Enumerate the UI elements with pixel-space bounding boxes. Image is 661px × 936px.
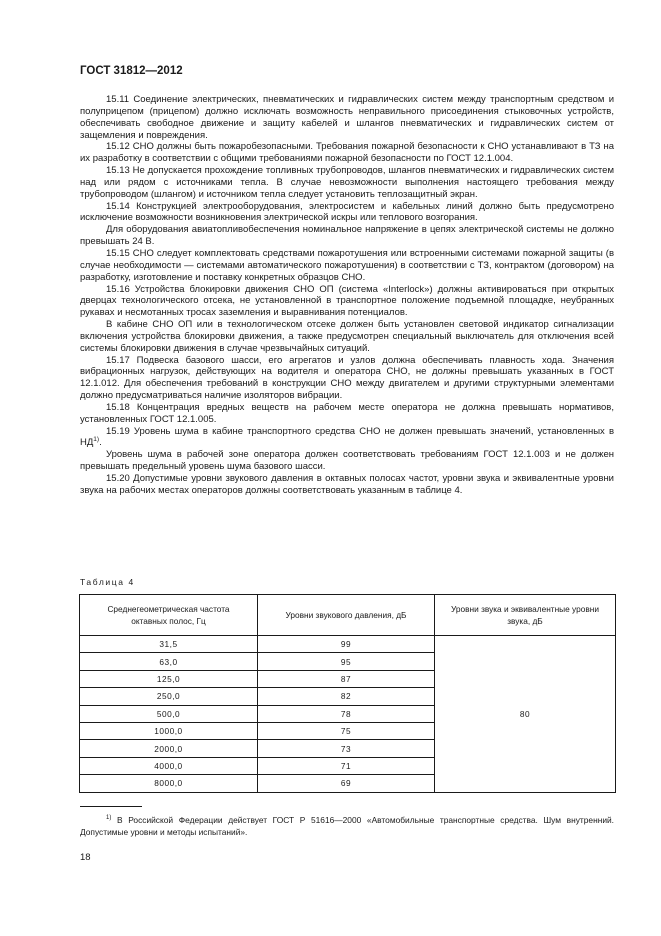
footnote-reference[interactable]: 1) (93, 436, 100, 444)
page-number: 18 (80, 852, 91, 863)
header-sound-pressure: Уровни звукового давления, дБ (258, 595, 435, 636)
footnote-marker: 1) (106, 815, 112, 822)
paragraph-15-15: 15.15 СНО следует комплектовать средствами пожаротушения или встроенными системами пожарной защиты (в случае необходимости — системами автоматического пожаротушения) в соответствии с ТЗ, контрактом (договором) на разработку, изготовление и поставку конкретных образцов СНО. (80, 247, 614, 283)
sound-pressure-cell: 87 (258, 670, 435, 687)
sound-pressure-cell: 73 (258, 740, 435, 757)
header-frequency: Среднегеометрическая частота октавных полос, Гц (80, 595, 258, 636)
table-row (80, 636, 616, 653)
frequency-cell: 63,0 (80, 653, 258, 670)
frequency-cell: 31,5 (80, 636, 258, 653)
paragraph-15-14: 15.14 Конструкцией электрооборудования, электросистем и кабельных линий должно быть предусмотрено исключение возможности возникновения электрической искры или теплового возгорания. (80, 200, 614, 224)
table-caption: Таблица 4 (80, 577, 135, 587)
sound-pressure-cell: 69 (258, 775, 435, 792)
sound-pressure-cell: 99 (258, 636, 435, 653)
paragraph-15-11: 15.11 Соединение электрических, пневматических и гидравлических систем между транспортным средством и полуприцепом (прицепом) должно исключать возможность неправильного присоединения стыковочных устройств, обеспечивать свободное движение и защиту кабелей и шлангов пневматических и гидравлических систем от защемления и повреждения. (80, 94, 614, 141)
paragraph-noise-zone: Уровень шума в рабочей зоне оператора должен соответствовать требованиям ГОСТ 12.1.003 и не должен превышать предельный уровень шума базового шасси. (80, 449, 614, 473)
document-header: ГОСТ 31812—2012 (80, 65, 183, 77)
frequency-cell: 4000,0 (80, 757, 258, 774)
frequency-cell: 1000,0 (80, 722, 258, 739)
paragraph-15-17: 15.17 Подвеска базового шасси, его агрегатов и узлов должна обеспечивать плавность хода. Значения вибрационных нагрузок, действующих на водителя и оператора СНО, не должны превышать указанных в ГОСТ 12.1.012. Для обеспечения требований в конструкции СНО между двигателем и другими структурными элементами должно предусматриваться наличие изоляторов вибрации. (80, 354, 614, 402)
paragraph-15-13: 15.13 Не допускается прохождение топливных трубопроводов, шлангов пневматических и гидравлических систем над или рядом с источниками тепла. В случае невозможности выполнения настоящего требования между трубопроводом (шлангом) и источником тепла следует установить теплозащитный экран. (80, 165, 614, 200)
frequency-cell: 125,0 (80, 670, 258, 687)
frequency-cell: 500,0 (80, 705, 258, 722)
paragraph-indicator: В кабине СНО ОП или в технологическом отсеке должен быть установлен световой индикатор сигнализации включения устройства блокировки движения, а также предусмотрен специальный выключатель для отключения всей системы блокировки движения в случае чрезвычайных ситуаций. (80, 319, 614, 354)
frequency-cell: 8000,0 (80, 775, 258, 792)
paragraph-15-12: 15.12 СНО должны быть пожаробезопасными. Требования пожарной безопасности к СНО устанавливают в ТЗ на их разработку в соответствии с общими требованиями пожарной безопасности по ГОСТ 12.1.004. (80, 141, 614, 165)
sound-pressure-cell: 71 (258, 757, 435, 774)
paragraph-15-18: 15.18 Концентрация вредных веществ на рабочем месте оператора не должна превышать нормативов, установленных ГОСТ 12.1.005. (80, 401, 614, 425)
paragraph-15-20: 15.20 Допустимые уровни звукового давления в октавных полосах частот, уровни звука и эквивалентные уровни звука на рабочих местах операторов должны соответствовать указанным в таблице 4. (80, 473, 614, 496)
body-text (80, 94, 614, 497)
paragraph-15-16: 15.16 Устройства блокировки движения СНО ОП (система «Interlock») должны активироваться при открытых дверцах технологического отсека, не установленной в транспортное положение подъемной площадке, неубранных рукавах и несмотанных тросах заземления и выравнивания потенциалов. (80, 283, 614, 319)
footnote-divider (80, 806, 142, 807)
table-header-row (80, 595, 616, 636)
sound-pressure-cell: 82 (258, 688, 435, 705)
sound-pressure-cell: 95 (258, 653, 435, 670)
footnote (80, 814, 614, 838)
frequency-cell: 2000,0 (80, 740, 258, 757)
equivalent-level-cell: 80 (435, 636, 616, 793)
frequency-cell: 250,0 (80, 688, 258, 705)
footnote-text: В Российской Федерации действует ГОСТ Р 51616—2000 «Автомобильные транспортные средства. Шум внутренний. Допустимые уровни и методы испытаний». (80, 815, 614, 837)
paragraph-voltage: Для оборудования авиатопливобеспечения номинальное напряжение в цепях электрической системы не должно превышать 24 В. (80, 224, 614, 248)
paragraph-15-19: 15.19 Уровень шума в кабине транспортного средства СНО не должен превышать значений, установленных в НД$^{1)}$. (80, 425, 614, 449)
sound-pressure-cell: 75 (258, 722, 435, 739)
header-equivalent-level: Уровни звука и эквивалентные уровни звука, дБ (435, 595, 616, 636)
noise-level-table (79, 594, 616, 793)
sound-pressure-cell: 78 (258, 705, 435, 722)
paragraph-15-19-text: 15.19 Уровень шума в кабине транспортного средства СНО не должен превышать значений, установленных в НД (80, 425, 614, 449)
